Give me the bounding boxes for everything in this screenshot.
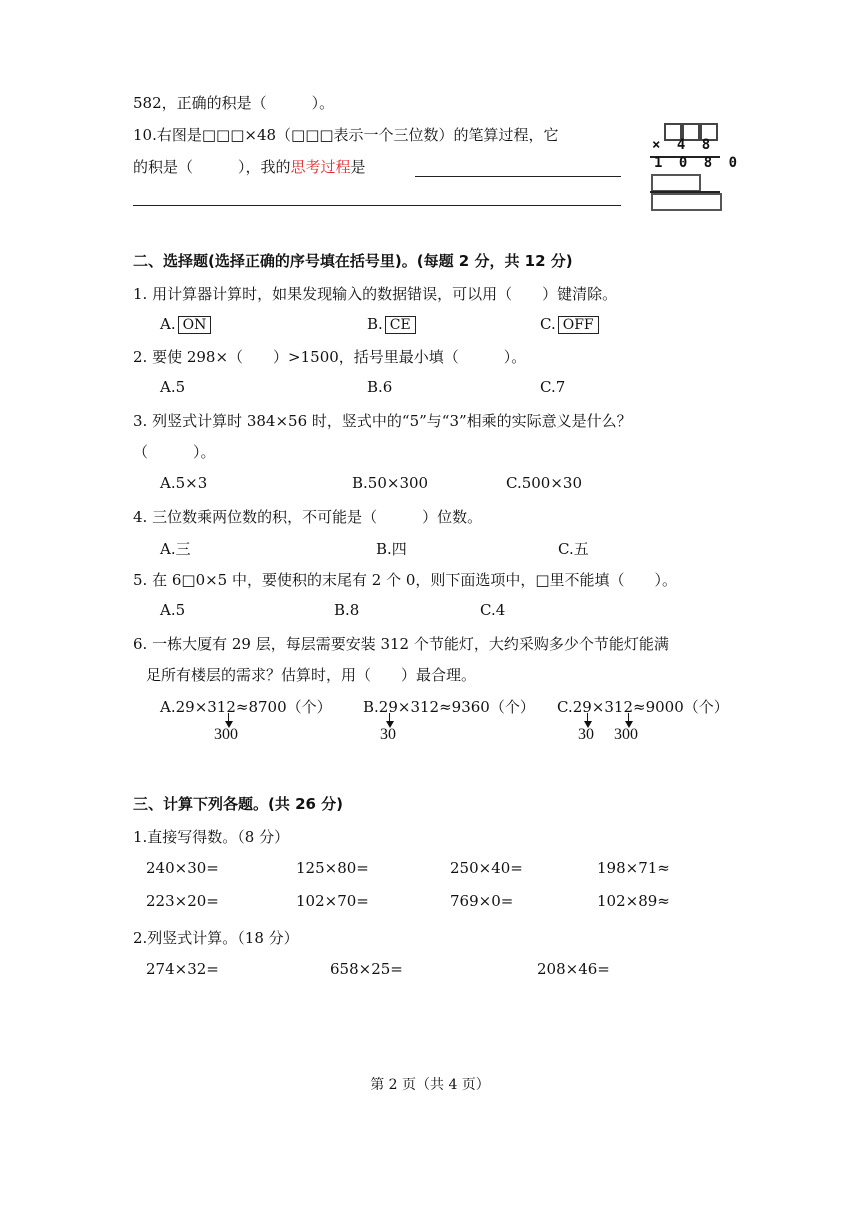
q4-text: 4. 三位数乘两位数的积，不可能是（ ）位数。: [133, 508, 483, 526]
q6-text: 6. 一栋大厦有 29 层，每层需要安装 312 个节能灯，大约采购多少个节能灯能满: [133, 635, 669, 653]
figure-partial-box: [651, 174, 701, 192]
on-key: ON: [178, 316, 212, 334]
q4-option-b[interactable]: B.四: [376, 540, 407, 558]
q1-option-b[interactable]: [367, 315, 416, 334]
figure-multiplier: × 4 8: [652, 137, 715, 153]
calc-item[interactable]: 223×20=: [146, 892, 219, 910]
q6-a-estimate: 300: [214, 726, 238, 743]
page-footer: 第 2 页（共 4 页）: [370, 1077, 490, 1093]
q4-option-c[interactable]: C.五: [558, 540, 589, 558]
vertical-calc-item[interactable]: 658×25=: [330, 960, 403, 978]
q5-option-a[interactable]: A.5: [160, 601, 186, 619]
q6-c-estimate-2: 300: [614, 726, 638, 743]
q6-option-a[interactable]: A.29×312≈8700（个）: [160, 698, 332, 716]
q10-answer-line-1[interactable]: [415, 176, 621, 177]
q5-option-b[interactable]: B.8: [334, 601, 360, 619]
q6-option-c[interactable]: C.29×312≈9000（个）: [557, 698, 729, 716]
calc-item[interactable]: 250×40=: [450, 859, 523, 877]
q1-option-c[interactable]: [540, 315, 599, 334]
q2-option-c[interactable]: C.7: [540, 378, 566, 396]
vertical-calc-item[interactable]: 208×46=: [537, 960, 610, 978]
calc-item[interactable]: 102×70=: [296, 892, 369, 910]
p1-title: 1.直接写得数。（8 分）: [133, 828, 290, 846]
q3-option-a[interactable]: A.5×3: [160, 474, 208, 492]
q3-option-b[interactable]: B.50×300: [352, 474, 429, 492]
q9-tail: 582，正确的积是（ ）。: [133, 94, 335, 112]
q10-answer-line-2[interactable]: [133, 205, 621, 206]
calc-item[interactable]: 102×89≈: [597, 892, 670, 910]
off-key: OFF: [558, 316, 599, 334]
section3-heading: 三、计算下列各题。(共 26 分): [133, 795, 344, 813]
calc-item[interactable]: 198×71≈: [597, 859, 670, 877]
vertical-calc-item[interactable]: 274×32=: [146, 960, 219, 978]
figure-result-box: [651, 193, 722, 211]
q1-option-a[interactable]: [160, 315, 211, 334]
q6-c-estimate-1: 30: [578, 726, 594, 743]
option-label: C.: [540, 315, 556, 333]
q10-line1: 10.右图是□□□×48（□□□表示一个三位数）的笔算过程，它: [133, 126, 559, 144]
q10-line2-text-b: 是: [350, 158, 366, 176]
q6-b-estimate: 30: [380, 726, 396, 743]
q5-text: 5. 在 6□0×5 中，要使积的末尾有 2 个 0，则下面选项中，□里不能填（ ）。: [133, 571, 678, 589]
q6-text-2: 足所有楼层的需求？估算时，用（ ）最合理。: [146, 666, 477, 684]
q3-text-2: （ ）。: [133, 443, 216, 461]
q10-thinking-label: 思考过程: [290, 158, 351, 176]
q4-option-a[interactable]: A.三: [160, 540, 191, 558]
calc-item[interactable]: 125×80=: [296, 859, 369, 877]
p2-title: 2.列竖式计算。（18 分）: [133, 929, 299, 947]
section2-heading: 二、选择题(选择正确的序号填在括号里)。(每题 2 分，共 12 分): [133, 252, 573, 270]
q1-text: 1. 用计算器计算时，如果发现输入的数据错误，可以用（ ）键清除。: [133, 285, 618, 303]
q3-option-c[interactable]: C.500×30: [506, 474, 582, 492]
option-label: B.: [367, 315, 383, 333]
q3-text: 3. 列竖式计算时 384×56 时，竖式中的“5”与“3”相乘的实际意义是什么？: [133, 412, 632, 430]
q10-line2: [133, 156, 366, 177]
q10-line2-text-a: 的积是（ ），我的: [133, 158, 291, 176]
figure-product: 1 0 8 0: [654, 155, 742, 171]
q5-option-c[interactable]: C.4: [480, 601, 506, 619]
ce-key: CE: [385, 316, 416, 334]
q6-option-b[interactable]: B.29×312≈9360（个）: [363, 698, 535, 716]
calc-item[interactable]: 240×30=: [146, 859, 219, 877]
q2-option-a[interactable]: A.5: [160, 378, 186, 396]
q2-text: 2. 要使 298×（ ）>1500，括号里最小填（ ）。: [133, 348, 527, 366]
option-label: A.: [160, 315, 176, 333]
q2-option-b[interactable]: B.6: [367, 378, 393, 396]
calc-item[interactable]: 769×0=: [450, 892, 514, 910]
